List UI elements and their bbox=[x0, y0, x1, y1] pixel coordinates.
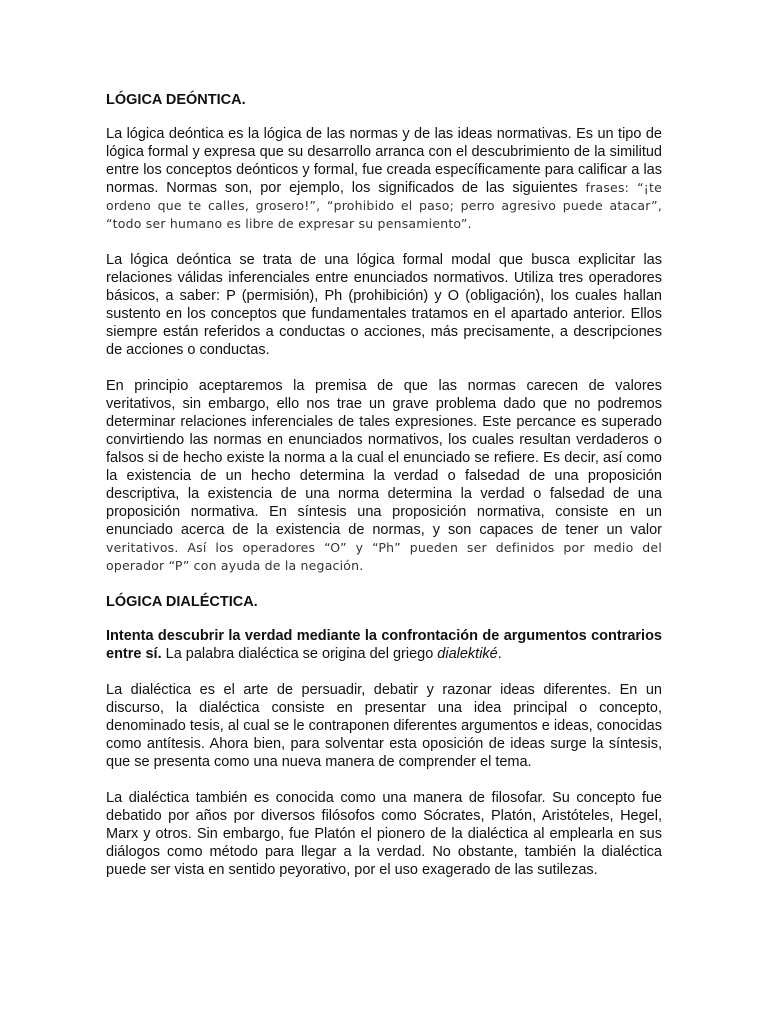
paragraph-text: En principio aceptaremos la premisa de que las normas carecen de valores veritativos, sin embargo, ello nos trae un grave problema dado que no podremos determinar relaciones inferenciales de tales expresiones. Este percance es superado convirtiendo las normas en enunciados normativos, los cuales resultan verdaderos o falsos si de hecho existe la norma a la cual el enunciado se refiere. Es decir, así como la existencia de un hecho determina la verdad o falsedad de una proposición descriptiva, la existencia de una norma determina la verdad o falsedad de una proposición normativa. En síntesis una proposición normativa, consiste en un enunciado acerca de la existencia de normas, y son capaces de tener un valor bbox=[106, 378, 662, 538]
document-page bbox=[106, 91, 662, 897]
italic-term: dialektiké bbox=[437, 646, 498, 662]
section-heading-logica-dialectica: LÓGICA DIALÉCTICA. bbox=[106, 594, 258, 610]
paragraph-dialectica-intro bbox=[106, 627, 662, 663]
paragraph-deontica-definition bbox=[106, 125, 662, 233]
paragraph-deontica-principle bbox=[106, 377, 662, 575]
bold-definition-text: Intenta descubrir la verdad mediante la confrontación de argumentos contrarios entre sí. bbox=[106, 628, 662, 662]
paragraph-end: . bbox=[497, 646, 502, 662]
paragraph-operators-text: veritativos. Así los operadores “O” y “Ph” pueden ser definidos por medio del operador “P” con ayuda de la negación. bbox=[106, 540, 662, 573]
paragraph-text: La palabra dialéctica se origina del griego bbox=[161, 646, 438, 662]
paragraph-dialectica-philosophy: La dialéctica también es conocida como una manera de filosofar. Su concepto fue debatido por años por diversos filósofos como Sócrates, Platón, Aristóteles, Hegel, Marx y otros. Sin embargo, fue Platón el pionero de la dialéctica al emplearla en sus diálogos como método para llegar a la verdad. No obstante, también la dialéctica puede ser vista en sentido peyorativo, por el uso exagerado de las sutilezas. bbox=[106, 790, 662, 878]
paragraph-text: La lógica deóntica es la lógica de las normas y de las ideas normativas. Es un tipo de lógica formal y expresa que su desarrollo arranca con el descubrimiento de la similitud entre los conceptos deónticos y formal, fue creada específicamente para calificar a las normas. Normas son, por ejemplo, los significados de las siguientes bbox=[106, 126, 662, 196]
paragraph-dialectica-art: La dialéctica es el arte de persuadir, debatir y razonar ideas diferentes. En un discurso, la dialéctica consiste en presentar una idea principal o concepto, denominado tesis, al cual se le contraponen diferentes argumentos e ideas, conocidas como antítesis. Ahora bien, para solventar esta oposición de ideas surge la síntesis, que se presenta como una nueva manera de comprender el tema. bbox=[106, 682, 662, 770]
paragraph-examples-text: frases: “¡te ordeno que te calles, grosero!”, “prohibido el paso; perro agresivo puede atacar”, “todo ser humano es libre de expresar su pensamiento”. bbox=[106, 180, 662, 231]
section-heading-logica-deontica: LÓGICA DEÓNTICA. bbox=[106, 92, 246, 108]
paragraph-deontica-operators: La lógica deóntica se trata de una lógica formal modal que busca explicitar las relaciones válidas inferenciales entre enunciados normativos. Utiliza tres operadores básicos, a saber: P (permisión), Ph (prohibición) y O (obligación), los cuales hallan sustento en los conceptos que fundamentales tratamos en el apartado anterior. Ellos siempre están referidos a conductas o acciones, más precisamente, a descripciones de acciones o conductas. bbox=[106, 252, 662, 358]
